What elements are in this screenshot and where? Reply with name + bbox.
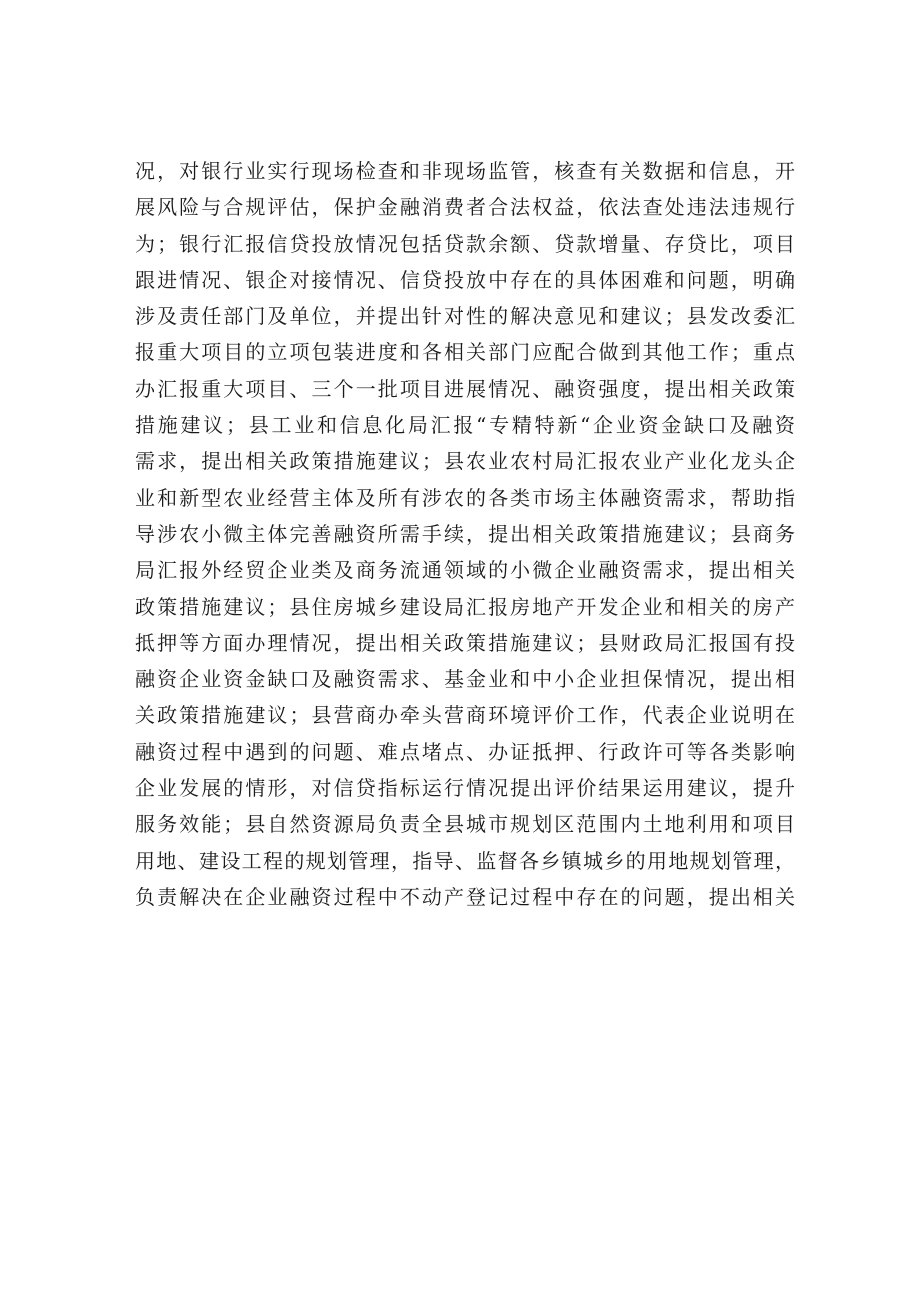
text-line: 报重大项目的立项包装进度和各相关部门应配合做到其他工作；重点 xyxy=(135,340,795,365)
text-line: 企业发展的情形，对信贷指标运行情况提出评价结果运用建议，提升 xyxy=(135,776,795,801)
text-line: 负责解决在企业融资过程中不动产登记过程中存在的问题，提出相关 xyxy=(135,884,795,909)
text-line: 办汇报重大项目、三个一批项目进展情况、融资强度，提出相关政策 xyxy=(135,376,795,401)
text-line: 为；银行汇报信贷投放情况包括贷款余额、贷款增量、存贷比，项目 xyxy=(135,231,795,256)
text-line: 涉及责任部门及单位，并提出针对性的解决意见和建议；县发改委汇 xyxy=(135,304,795,329)
text-line: 需求，提出相关政策措施建议；县农业农村局汇报农业产业化龙头企 xyxy=(135,449,795,474)
text-line: 服务效能；县自然资源局负责全县城市规划区范围内土地利用和项目 xyxy=(135,812,795,837)
text-line: 跟进情况、银企对接情况、信贷投放中存在的具体困难和问题，明确 xyxy=(135,267,795,292)
text-line: 展风险与合规评估，保护金融消费者合法权益，依法查处违法违规行 xyxy=(135,195,795,220)
body-paragraph xyxy=(135,153,795,915)
text-line: 抵押等方面办理情况，提出相关政策措施建议；县财政局汇报国有投 xyxy=(135,630,795,655)
text-line: 况，对银行业实行现场检查和非现场监管，核查有关数据和信息，开 xyxy=(135,159,795,183)
text-line: 用地、建设工程的规划管理，指导、监督各乡镇城乡的用地规划管理， xyxy=(135,848,795,873)
text-line: 导涉农小微主体完善融资所需手续，提出相关政策措施建议；县商务 xyxy=(135,521,795,546)
text-line: 业和新型农业经营主体及所有涉农的各类市场主体融资需求，帮助指 xyxy=(135,485,795,510)
text-line: 融资企业资金缺口及融资需求、基金业和中小企业担保情况，提出相 xyxy=(135,667,795,692)
text-line: 局汇报外经贸企业类及商务流通领域的小微企业融资需求，提出相关 xyxy=(135,558,795,583)
text-line: 措施建议；县工业和信息化局汇报“专精特新“企业资金缺口及融资 xyxy=(135,413,795,438)
text-line: 政策措施建议；县住房城乡建设局汇报房地产开发企业和相关的房产 xyxy=(135,594,795,619)
text-line: 融资过程中遇到的问题、难点堵点、办证抵押、行政许可等各类影响 xyxy=(135,739,795,764)
text-line: 关政策措施建议；县营商办牵头营商环境评价工作，代表企业说明在 xyxy=(135,703,795,728)
